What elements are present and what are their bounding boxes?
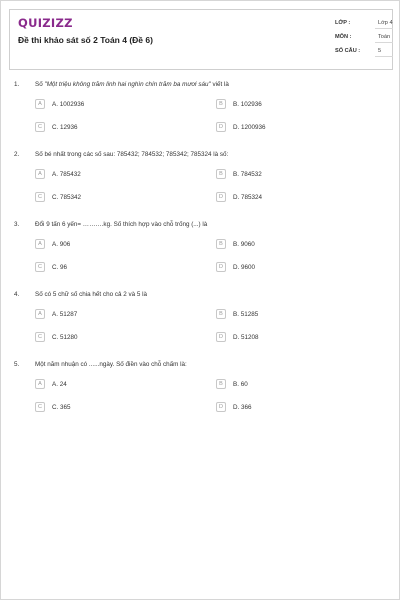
option-c[interactable]	[35, 402, 185, 414]
option-text: D. 9600	[233, 264, 256, 271]
option-letter-box: D	[216, 192, 226, 202]
meta-divider	[375, 56, 393, 57]
question-text-prefix: Số	[35, 81, 45, 88]
option-text: C. 96	[52, 264, 68, 271]
meta-value-count: 5	[378, 48, 382, 54]
option-letter-box: D	[216, 262, 226, 272]
option-c[interactable]	[35, 122, 185, 134]
question-text	[35, 81, 229, 88]
option-text: A. 24	[52, 381, 67, 388]
meta-divider	[375, 28, 393, 29]
meta-row-count	[335, 45, 393, 59]
question-text-prefix: Đổi 9 tấn 6 yến= ……….kg. Số thích hợp vào chỗ trống (...) là	[35, 221, 208, 228]
question-text-suffix: viết là	[210, 81, 229, 88]
option-b[interactable]	[216, 99, 366, 111]
option-text: B. 51285	[233, 311, 259, 318]
worksheet-header	[9, 9, 393, 70]
option-c[interactable]	[35, 192, 185, 204]
option-a[interactable]	[35, 99, 185, 111]
option-letter-box: A	[35, 309, 45, 319]
option-text: B. 102936	[233, 101, 262, 108]
question-number: 5.	[14, 361, 20, 368]
question-number: 2.	[14, 151, 20, 158]
option-a[interactable]	[35, 239, 185, 251]
option-letter-box: C	[35, 402, 45, 412]
question-text	[35, 221, 207, 228]
option-letter-box: B	[216, 379, 226, 389]
option-text: A. 906	[52, 241, 71, 248]
option-letter-box: D	[216, 402, 226, 412]
option-letter-box: C	[35, 262, 45, 272]
option-letter-box: B	[216, 99, 226, 109]
question-number: 1.	[14, 81, 20, 88]
meta-divider	[375, 42, 393, 43]
question-text-emphasis: "Một triệu không trăm linh hai nghìn chín trăm ba mươi sáu"	[44, 81, 211, 88]
option-text: D. 1200936	[233, 124, 266, 131]
option-d[interactable]	[216, 192, 366, 204]
meta-row-class	[335, 17, 393, 31]
question-text-prefix: Số có 5 chữ số chia hết cho cả 2 và 5 là	[35, 291, 148, 298]
option-text: D. 51208	[233, 334, 259, 341]
option-text: B. 784532	[233, 171, 262, 178]
option-text: C. 365	[52, 404, 71, 411]
option-b[interactable]	[216, 169, 366, 181]
worksheet-title: Đề thi khảo sát số 2 Toán 4 (Đề 6)	[18, 35, 153, 45]
option-letter-box: A	[35, 99, 45, 109]
option-letter-box: C	[35, 332, 45, 342]
option-letter-box: C	[35, 192, 45, 202]
option-text: A. 51287	[52, 311, 78, 318]
meta-label-class: LỚP :	[335, 20, 351, 26]
option-letter-box: B	[216, 239, 226, 249]
meta-value-subject: Toán	[378, 34, 391, 40]
question-number: 4.	[14, 291, 20, 298]
option-b[interactable]	[216, 309, 366, 321]
question-text-prefix: Số bé nhất trong các số sau: 785432; 784532; 785342; 785324 là số:	[35, 151, 229, 158]
option-text: B. 9060	[233, 241, 255, 248]
option-text: C. 12936	[52, 124, 78, 131]
question-text	[35, 291, 147, 298]
worksheet-meta	[335, 17, 393, 59]
option-c[interactable]	[35, 262, 185, 274]
question-text	[35, 151, 228, 158]
option-letter-box: D	[216, 332, 226, 342]
option-a[interactable]	[35, 379, 185, 391]
quizizz-logo: QUIZIZZ	[18, 16, 73, 30]
option-a[interactable]	[35, 169, 185, 181]
option-d[interactable]	[216, 262, 366, 274]
meta-row-subject	[335, 31, 393, 45]
meta-label-subject: MÔN :	[335, 34, 352, 40]
option-a[interactable]	[35, 309, 185, 321]
option-letter-box: A	[35, 169, 45, 179]
option-c[interactable]	[35, 332, 185, 344]
option-text: D. 366	[233, 404, 252, 411]
option-text: C. 51280	[52, 334, 78, 341]
question-text	[35, 361, 187, 368]
option-d[interactable]	[216, 332, 366, 344]
option-d[interactable]	[216, 402, 366, 414]
option-text: C. 785342	[52, 194, 82, 201]
option-text: A. 1002936	[52, 101, 85, 108]
option-b[interactable]	[216, 379, 366, 391]
option-d[interactable]	[216, 122, 366, 134]
option-letter-box: C	[35, 122, 45, 132]
option-text: B. 60	[233, 381, 248, 388]
option-b[interactable]	[216, 239, 366, 251]
option-letter-box: A	[35, 239, 45, 249]
meta-label-count: SỐ CÂU :	[335, 48, 361, 54]
meta-value-class: Lớp 4	[378, 20, 393, 26]
option-letter-box: A	[35, 379, 45, 389]
option-text: A. 785432	[52, 171, 81, 178]
option-letter-box: B	[216, 169, 226, 179]
option-letter-box: D	[216, 122, 226, 132]
question-number: 3.	[14, 221, 20, 228]
option-text: D. 785324	[233, 194, 263, 201]
question-text-prefix: Một năm nhuận có ......ngày. Số điền vào chỗ chấm là:	[35, 361, 187, 368]
option-letter-box: B	[216, 309, 226, 319]
